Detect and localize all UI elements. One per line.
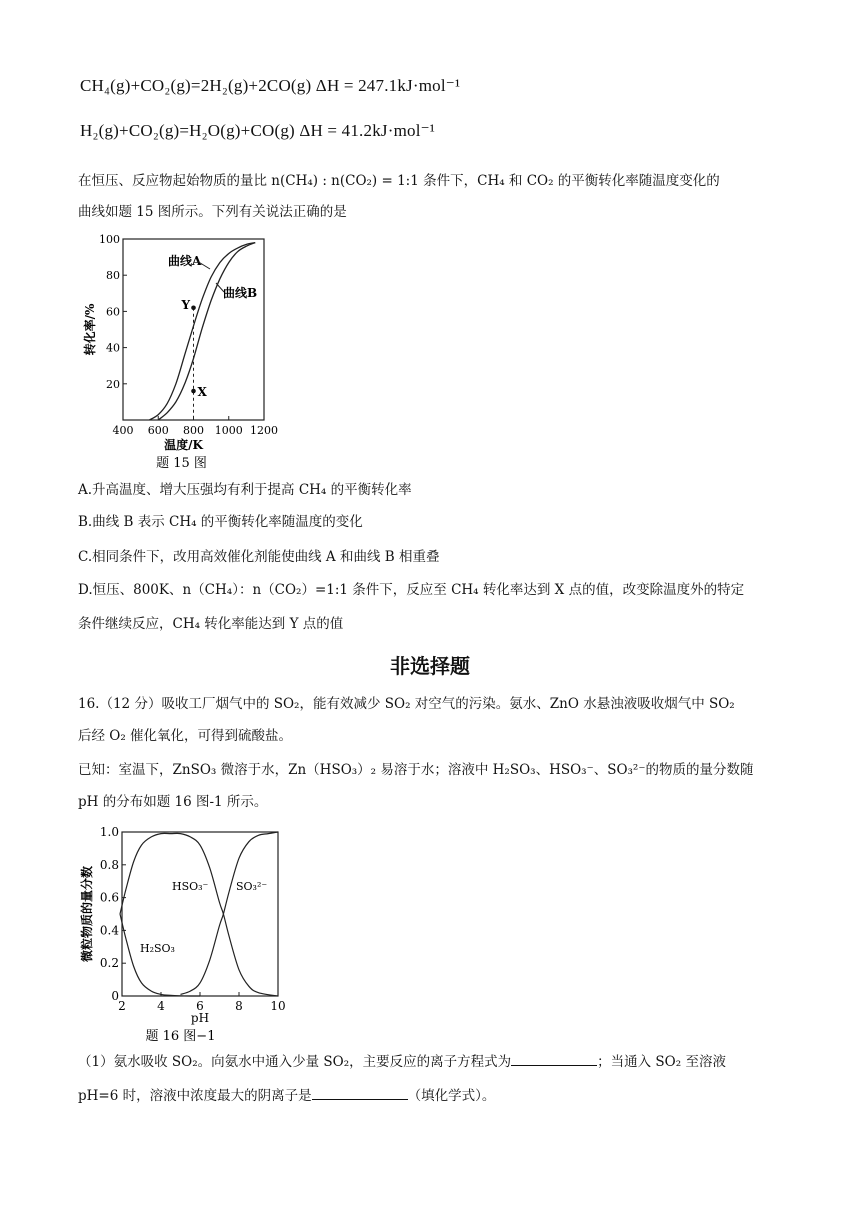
equation-1: CH₄(g)+CO₂(g)=2H₂(g)+2CO(g) ΔH = 247.1kJ·mol⁻¹ <box>80 76 461 95</box>
curve-b-label: 曲线B <box>223 286 258 300</box>
x-tick-label: 1200 <box>250 424 278 437</box>
chart-fig15 <box>80 225 290 475</box>
x-tick-label: 10 <box>270 999 286 1013</box>
equation-2: H₂(g)+CO₂(g)=H₂O(g)+CO(g) ΔH = 41.2kJ·mol⁻¹ <box>80 121 436 140</box>
y-axis-label: 微粒物质的量分数 <box>80 865 94 963</box>
q16-line3: 已知：室温下，ZnSO₃ 微溶于水，Zn（HSO₃）₂ 易溶于水；溶液中 H₂SO₃、HSO₃⁻、SO₃²⁻的物质的量分数随 <box>78 762 754 778</box>
x-axis-label: pH <box>190 1011 210 1025</box>
x-tick-label: 600 <box>147 424 169 437</box>
q15-intro-line1: 在恒压、反应物起始物质的量比 n(CH₄) : n(CO₂) = 1:1 条件下，CH₄ 和 CO₂ 的平衡转化率随温度变化的 <box>78 173 720 189</box>
y-tick-label: 0.6 <box>99 890 119 905</box>
y-tick-label: 80 <box>106 269 120 283</box>
q16-sub1-line2 <box>78 1086 782 1106</box>
y-tick-label: 40 <box>106 341 120 355</box>
y-tick-label: 0.4 <box>99 923 119 938</box>
y-tick-label: 60 <box>106 305 120 319</box>
x-tick-label: 400 <box>112 424 134 437</box>
figure-caption: 题 15 图 <box>156 456 207 471</box>
q16-sub1-text-d: （填化学式）。 <box>407 1088 496 1104</box>
y-tick-label: 20 <box>106 377 120 391</box>
chart-fig16 <box>80 822 310 1050</box>
x-tick-label: 2 <box>118 999 126 1013</box>
y-axis-label: 转化率/% <box>83 303 97 356</box>
curve-a-label: 曲线A <box>168 254 202 268</box>
plot-frame <box>122 832 278 996</box>
series-label-hso3: HSO₃⁻ <box>172 880 209 893</box>
series-label-so3: SO₃²⁻ <box>236 880 268 893</box>
q15-option-d-line1: D.恒压、800K、n（CH₄）：n（CO₂）=1:1 条件下，反应至 CH₄ 转化率达到 X 点的值，改变除温度外的特定 <box>78 582 745 598</box>
point-y-label: Y <box>181 297 191 312</box>
q16-sub1-text-a: （1）氨水吸收 SO₂。向氨水中通入少量 SO₂，主要反应的离子方程式为 <box>78 1054 512 1070</box>
series-line-so3 <box>181 832 279 994</box>
q16-sub1-text-b: ；当通入 SO₂ 至溶液 <box>597 1054 726 1070</box>
x-tick-label: 4 <box>157 999 165 1013</box>
section-title: 非选择题 <box>390 654 470 678</box>
q16-sub1-text-c: pH=6 时，溶液中浓度最大的阴离子是 <box>78 1088 312 1104</box>
point-y <box>191 305 196 310</box>
q16-line4: pH 的分布如题 16 图-1 所示。 <box>78 794 268 810</box>
x-axis-label: 温度/K <box>164 438 203 452</box>
x-tick-label: 8 <box>235 999 243 1013</box>
y-tick-label: 0 <box>111 989 119 1003</box>
q15-option-a: A.升高温度、增大压强均有利于提高 CH₄ 的平衡转化率 <box>78 482 412 498</box>
answer-blank-1[interactable] <box>511 1053 597 1066</box>
q16-sub1-line1 <box>78 1052 782 1072</box>
x-tick-label: 1000 <box>214 424 243 437</box>
series-line-h2so3 <box>120 914 200 996</box>
q15-option-d-line2: 条件继续反应，CH₄ 转化率能达到 Y 点的值 <box>78 616 344 632</box>
series-line-hso3 <box>120 833 278 996</box>
x-tick-label: 800 <box>183 424 204 437</box>
point-x-label: X <box>197 385 207 400</box>
q15-option-b: B.曲线 B 表示 CH₄ 的平衡转化率随温度的变化 <box>78 514 363 530</box>
answer-blank-2[interactable] <box>312 1087 408 1100</box>
y-tick-label: 0.8 <box>99 857 119 872</box>
series-label-h2so3: H₂SO₃ <box>140 942 175 955</box>
q15-option-c: C.相同条件下，改用高效催化剂能使曲线 A 和曲线 B 相重叠 <box>78 549 440 565</box>
y-tick-label: 1.0 <box>99 825 119 839</box>
q16-line1: 16.（12 分）吸收工厂烟气中的 SO₂，能有效减少 SO₂ 对空气的污染。氨水、ZnO 水悬浊液吸收烟气中 SO₂ <box>78 696 735 712</box>
q16-line2: 后经 O₂ 催化氧化，可得到硫酸盐。 <box>78 728 293 744</box>
q15-intro-line2: 曲线如题 15 图所示。下列有关说法正确的是 <box>78 204 347 220</box>
y-tick-label: 100 <box>99 233 120 246</box>
y-tick-label: 0.2 <box>99 956 119 971</box>
point-x <box>191 389 196 394</box>
figure-caption: 题 16 图−1 <box>145 1029 216 1044</box>
x-tick-label: 6 <box>196 999 204 1013</box>
